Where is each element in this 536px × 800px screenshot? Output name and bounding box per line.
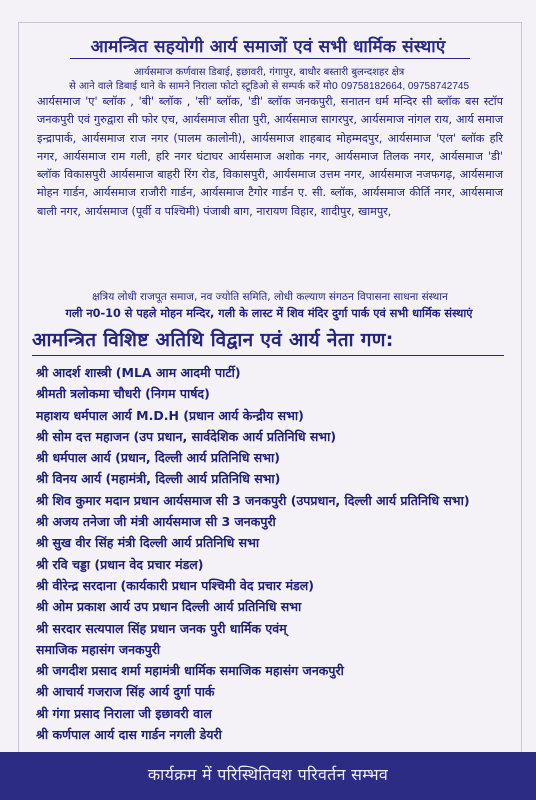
- guest-item: श्री सुख वीर सिंह मंत्री दिल्ली आर्य प्रतिनिधि सभा: [36, 535, 260, 551]
- intro-block: [40, 66, 498, 94]
- title-underline: [70, 58, 470, 59]
- guest-item: श्री आचार्य गजराज सिंह आर्य दुर्गा पार्क: [36, 684, 215, 700]
- guest-item: श्री शिव कुमार मदान प्रधान आर्यसमाज सी 3 जनकपुरी (उपप्रधान, दिल्ली आर्य प्रतिनिधि सभा): [36, 492, 470, 508]
- intro-line-2-text: से आने वाले डिबाई थाने के सामने निराला फोटो स्टूडिओ से सम्पर्क करें मो0: [68, 81, 338, 92]
- guests-heading-underline: [32, 355, 504, 356]
- guests-list: [36, 362, 516, 745]
- guest-item: श्री अजय तनेजा जी मंत्री आर्यसमाज सी 3 जनकपुरी: [36, 514, 276, 530]
- guest-item: श्रीमती त्रलोकमा चौधरी (निगम पार्षद): [36, 386, 210, 402]
- guest-item: श्री जगदीश प्रसाद शर्मा महामंत्री धार्मिक समाजिक महासंग जनकपुरी: [36, 663, 344, 679]
- guest-item: श्री सरदार सत्यपाल सिंह प्रधान जनक पुरी धार्मिक एवंम्: [36, 620, 287, 636]
- intro-line-1: आर्यसमाज कर्णवास डिबाई, इछावरी, गंगापुर, बाधौर बस्तारी बुलन्दशहर क्षेत्र: [133, 67, 405, 78]
- guest-item: श्री वीरेन्द्र सरदाना (कार्यकारी प्रधान पश्चिमी वेद प्रचार मंडल): [36, 577, 314, 593]
- page-title: आमन्त्रित सहयोगी आर्य समाजों एवं सभी धार्मिक संस्थाएं: [90, 37, 446, 57]
- guest-item: श्री गंगा प्रसाद निराला जी इछावरी वाल: [36, 705, 212, 721]
- organizations-text: आर्यसमाज 'ए' ब्लॉक , 'बी' ब्लॉक , 'सी' ब्लॉक, 'डी' ब्लॉक जनकपुरी, सनातन धर्म मन्दिर सी ब्लॉक बस स्टॉप जनकपुरी एवं गुरुद्वारा सी फोर एच, आर्यसमाज सीता पुरी, आर्यसमाज सागरपुर, आर्यसमाज नांगल राय, आर्य समाज इन्द्रापार्क, आर्यसमाज राज नगर (पालम कालोनी), आर्यसमाज शाहबाद मोहम्मदपुर, आर्यसमाज 'एल' ब्लॉक हरि नगर, आर्यसमाज राम गली, हरि नगर घंटाघर आर्यसमाज अशोक नगर, आर्यसमाज तिलक नगर, आर्यसमाज 'डी' ब्लॉक विकासपुरी आर्यसमाज बाहरी रिंग रोड, विकासपुरी, आर्यसमाज उत्तम नगर, आर्यसमाज नजफगढ़, आर्यसमाज मोहन गार्डन, आर्यसमाज राजौरी गार्डन, आर्यसमाज टैगोर गार्डन ए. सी. ब्लॉक, आर्यसमाज कीर्ति नगर, आर्यसमाज बाली नगर, आर्यसमाज (पूर्वी व पश्चिमी) पंजाबी बाग, नारायण विहार, शादीपुर, खामपुर,: [37, 95, 503, 218]
- samaj-line: क्षत्रिय लोधी राजपूत समाज, नव ज्योति समिति, लोधी कल्याण संगठन विपासना साधना संस्थान: [92, 291, 448, 303]
- guest-item: श्री सोम दत्त महाजन (उप प्रधान, सार्वदेशिक आर्य प्रतिनिधि सभा): [36, 428, 337, 444]
- guest-item: समाजिक महासंग जनकपुरी: [36, 641, 161, 657]
- guest-item: श्री आदर्श शास्त्री (MLA आम आदमी पार्टी): [36, 365, 241, 380]
- guests-heading: आमन्त्रित विशिष्ट अतिथि विद्वान एवं आर्य नेता गण:: [32, 329, 394, 351]
- guest-item: श्री ओम प्रकाश आर्य उप प्रधान दिल्ली आर्य प्रतिनिधि सभा: [36, 599, 302, 615]
- intro-line-2: [40, 80, 498, 94]
- footer-banner: [0, 752, 536, 800]
- gali-line: गली न0-10 से पहले मोहन मन्दिर, गली के लास्ट में शिव मंदिर दुर्गा पार्क एवं सभी धार्मिक संस्थाएं: [65, 307, 473, 320]
- organizations-list: [37, 93, 503, 221]
- guest-item: श्री कर्णपाल आर्य दास गार्डन नगली डेयरी: [36, 727, 222, 743]
- footer-text: कार्यक्रम में परिस्थितिवश परिवर्तन सम्भव: [147, 765, 389, 784]
- contact-phones: 09758182664, 09758742745: [341, 81, 470, 92]
- guest-item: श्री धर्मपाल आर्य (प्रधान, दिल्ली आर्य प्रतिनिधि सभा): [36, 450, 281, 466]
- guest-item: श्री रवि चड्डा (प्रधान वेद प्रचार मंडल): [36, 556, 204, 572]
- guest-item: महाशय धर्मपाल आर्य M.D.H (प्रधान आर्य केन्द्रीय सभा): [36, 407, 304, 423]
- guest-item: श्री विनय आर्य (महामंत्री, दिल्ली आर्य प्रतिनिधि सभा): [36, 471, 281, 487]
